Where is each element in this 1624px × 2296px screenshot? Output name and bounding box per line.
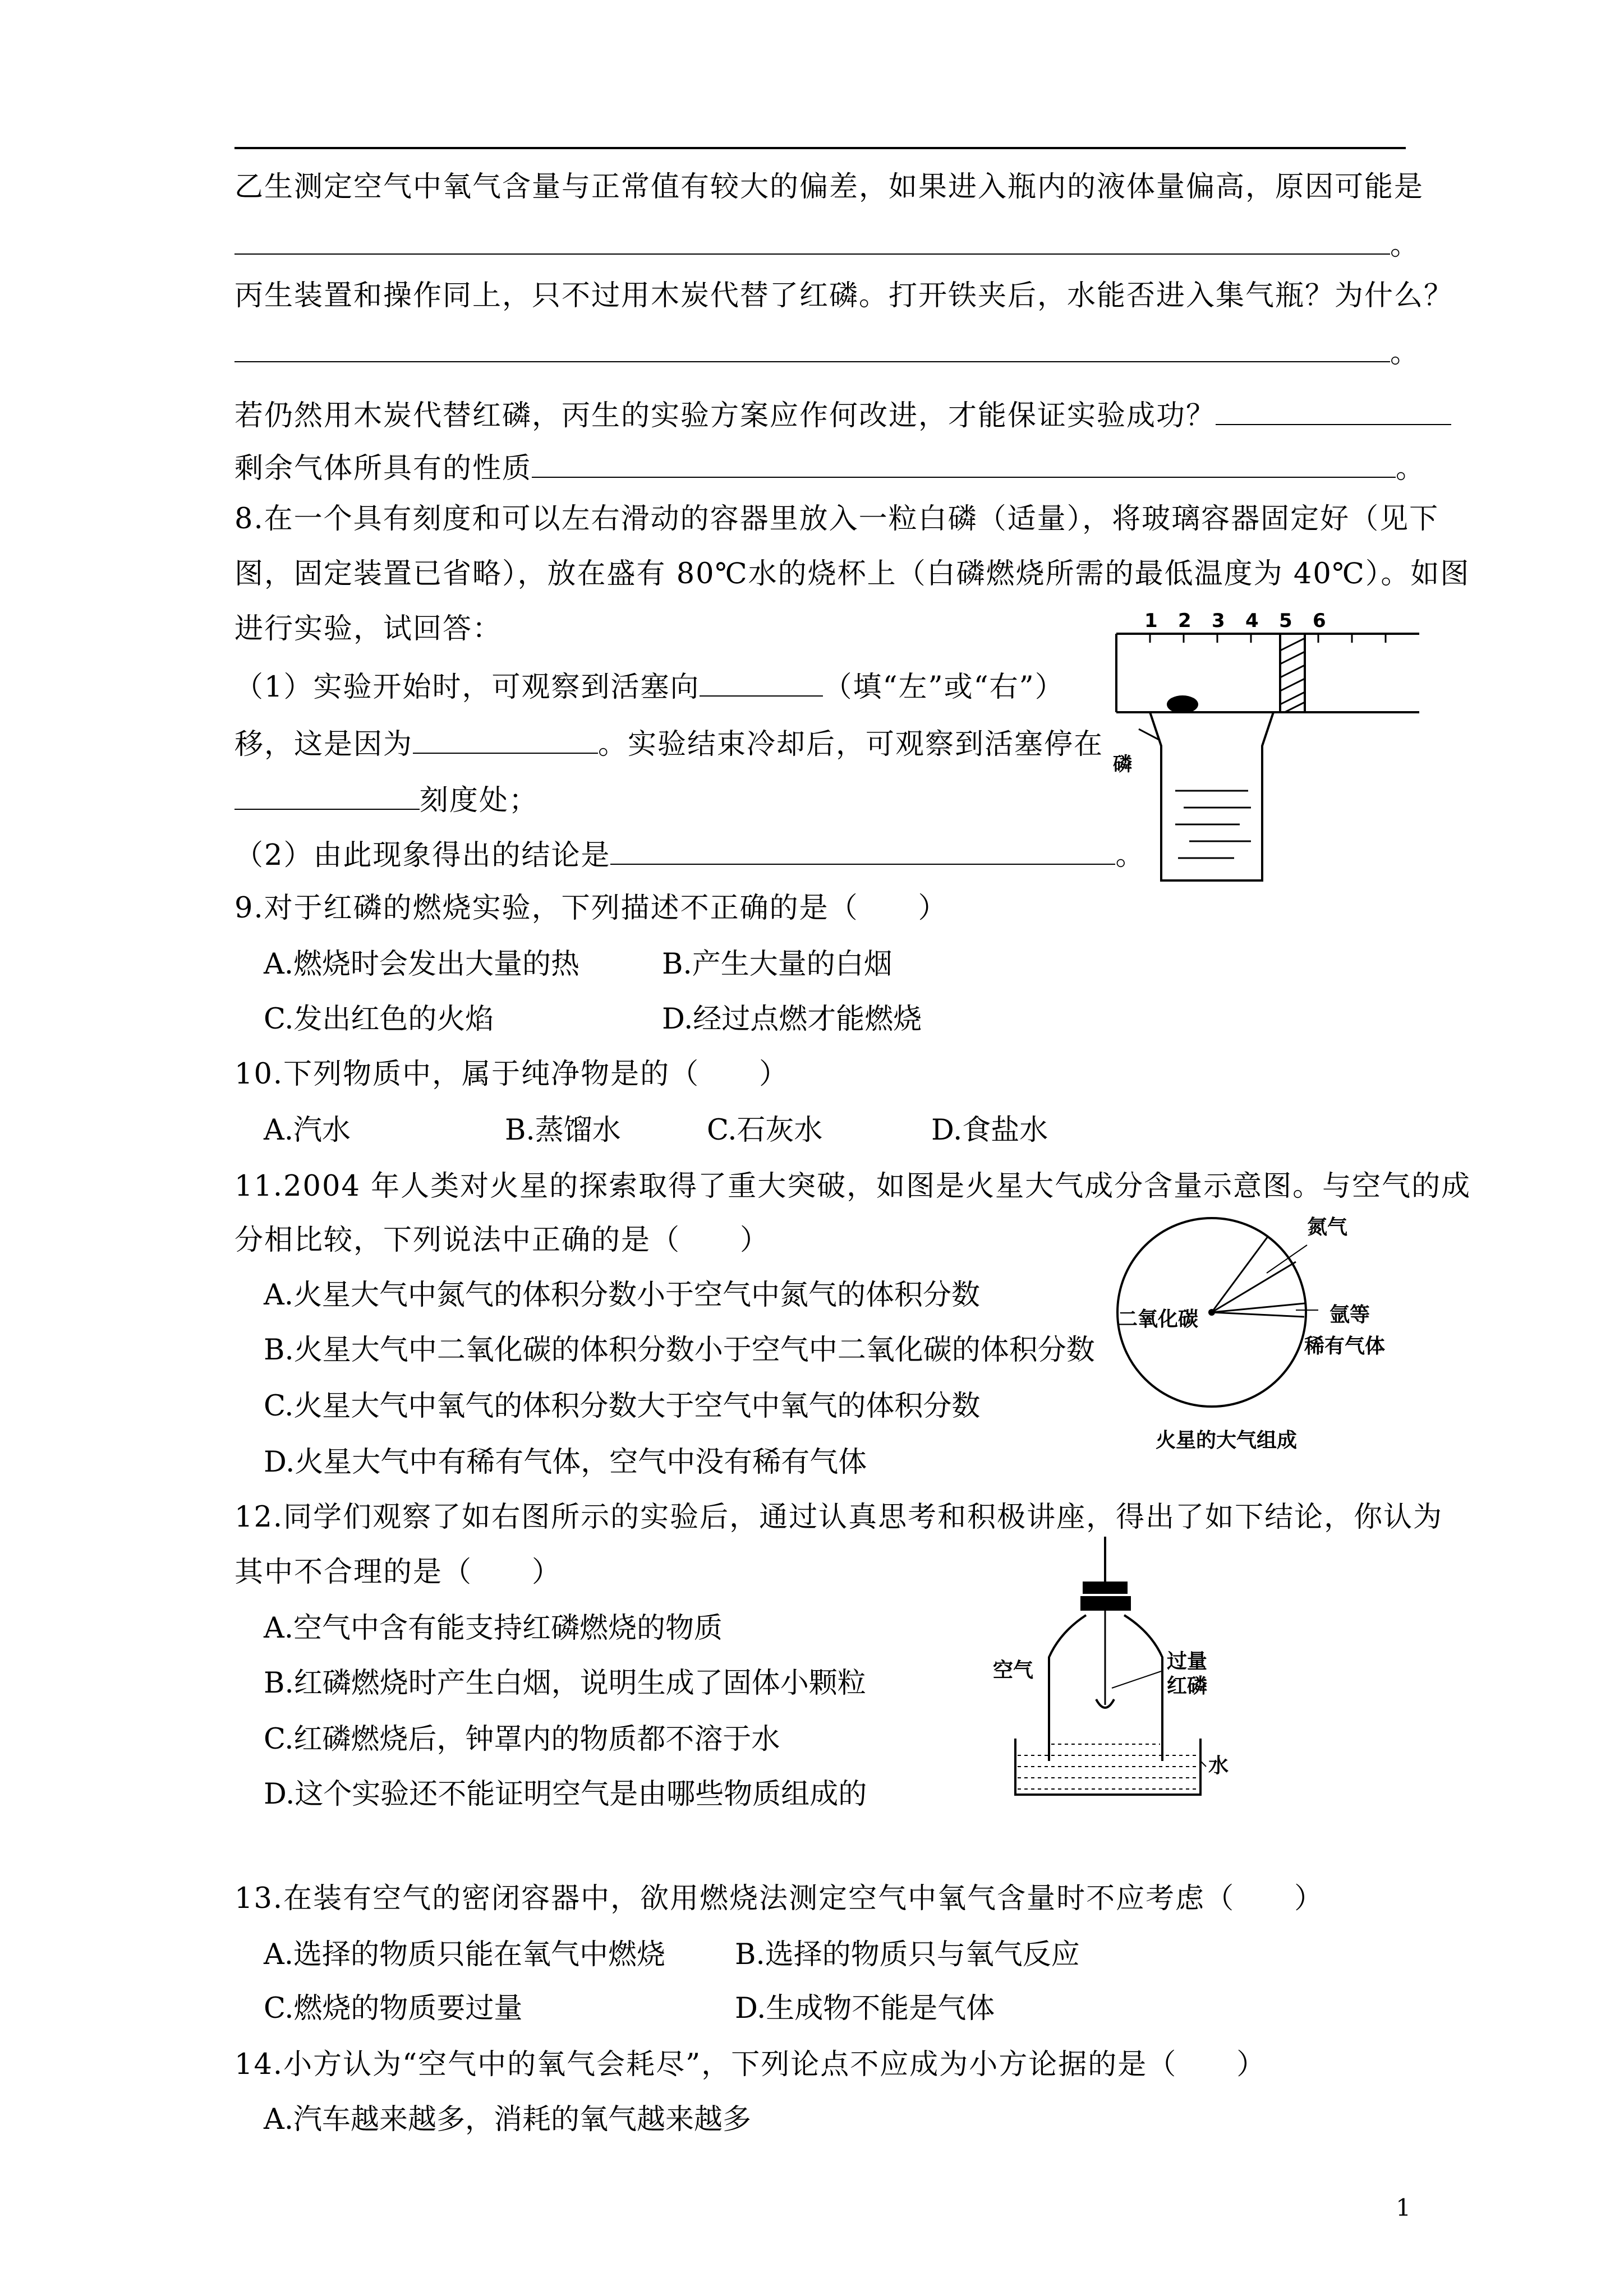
q10-stem: 10.下列物质中，属于纯净物是的（ ） [234, 1058, 789, 1091]
q7-answer-line-1: 。 [234, 229, 1420, 260]
q10-option-c[interactable]: C.石灰水 [707, 1114, 823, 1147]
answer-blank[interactable] [700, 671, 823, 697]
q12-option-b[interactable]: B.红磷燃烧时产生白烟，说明生成了固体小颗粒 [264, 1667, 866, 1700]
scale-label: 4 [1245, 610, 1259, 632]
answer-blank[interactable] [610, 839, 1115, 865]
pie-caption: 火星的大气组成 [1156, 1429, 1298, 1452]
q8-part1-line-b: 移，这是因为 。实验结束冷却后，可观察到活塞停在 [234, 728, 1104, 761]
q7-line-remain: 剩余气体所具有的性质 。 [234, 452, 1426, 485]
q10-option-b[interactable]: B.蒸馏水 [505, 1114, 621, 1147]
red-phosphorus-label: 红磷 [1167, 1675, 1208, 1698]
answer-blank[interactable] [234, 336, 1390, 362]
q11-mars-pie-figure [1116, 1211, 1408, 1466]
q10-option-d[interactable]: D.食盐水 [931, 1114, 1048, 1147]
answer-blank[interactable] [1216, 399, 1451, 425]
q8-stem-2: 图，固定装置已省略），放在盛有 80℃水的烧杯上（白磷燃烧所需的最低温度为 40℃）。如图 [234, 557, 1470, 591]
q9-option-a[interactable]: A.燃烧时会发出大量的热 [264, 948, 580, 981]
q8-stem-3: 进行实验，试回答： [234, 612, 503, 646]
scale-label: 6 [1313, 610, 1326, 632]
q12-option-c[interactable]: C.红磷燃烧后，钟罩内的物质都不溶于水 [264, 1723, 780, 1756]
q8-part1-line-a: （1）实验开始时，可观察到活塞向 （填“左”或“右”） [234, 671, 1065, 704]
scale-label: 5 [1279, 610, 1292, 632]
q8-part1-line-c: 刻度处； [234, 784, 539, 815]
q7-line-yi: 乙生测定空气中氧气含量与正常值有较大的偏差，如果进入瓶内的液体量偏高，原因可能是 [234, 170, 1424, 204]
q8-apparatus-figure [1099, 606, 1430, 888]
q14-option-a[interactable]: A.汽车越来越多，消耗的氧气越来越多 [264, 2103, 752, 2136]
q13-option-d[interactable]: D.生成物不能是气体 [735, 1992, 995, 2025]
q10-option-a[interactable]: A.汽水 [264, 1114, 351, 1147]
q7-answer-line-2: 。 [234, 336, 1420, 367]
q11-stem-2: 分相比较，下列说法中正确的是（ ） [234, 1224, 770, 1257]
water-label: 水 [1208, 1754, 1229, 1777]
scale-label: 1 [1144, 610, 1158, 632]
argon-label: 氩等 [1329, 1303, 1370, 1326]
answer-blank[interactable] [234, 229, 1390, 255]
q11-option-a[interactable]: A.火星大气中氮气的体积分数小于空气中氮气的体积分数 [264, 1279, 981, 1312]
page-number: 1 [1396, 2194, 1411, 2221]
phosphorus-label: 磷 [1113, 753, 1132, 776]
q9-option-b[interactable]: B.产生大量的白烟 [662, 948, 892, 981]
q9-option-d[interactable]: D.经过点燃才能燃烧 [662, 1003, 922, 1036]
excess-label: 过量 [1167, 1650, 1208, 1673]
q13-stem: 13.在装有空气的密闭容器中，欲用燃烧法测定空气中氧气含量时不应考虑（ ） [234, 1882, 1324, 1915]
answer-blank[interactable] [532, 452, 1396, 478]
q11-option-d[interactable]: D.火星大气中有稀有气体，空气中没有稀有气体 [264, 1446, 867, 1479]
q11-option-b[interactable]: B.火星大气中二氧化碳的体积分数小于空气中二氧化碳的体积分数 [264, 1334, 1095, 1367]
q13-option-a[interactable]: A.选择的物质只能在氧气中燃烧 [264, 1938, 666, 1971]
nitrogen-label: 氮气 [1307, 1216, 1348, 1239]
answer-blank[interactable] [413, 728, 598, 754]
q12-stem-1: 12.同学们观察了如右图所示的实验后，通过认真思考和积极讲座，得出了如下结论，你认为 [234, 1501, 1443, 1534]
q8-part2-line: （2）由此现象得出的结论是 。 [234, 839, 1145, 872]
q8-stem-1: 8.在一个具有刻度和可以左右滑动的容器里放入一粒白磷（适量），将玻璃容器固定好（见下 [234, 502, 1439, 536]
q11-stem-1: 11.2004 年人类对火星的探索取得了重大突破，如图是火星大气成分含量示意图。与空气的成 [234, 1170, 1471, 1203]
q9-stem: 9.对于红磷的燃烧实验，下列描述不正确的是（ ） [234, 892, 948, 925]
q13-option-b[interactable]: B.选择的物质只与氧气反应 [735, 1938, 1080, 1971]
q9-option-c[interactable]: C.发出红色的火焰 [264, 1003, 494, 1036]
header-rule [234, 147, 1406, 149]
q12-option-d[interactable]: D.这个实验还不能证明空气是由哪些物质组成的 [264, 1778, 867, 1811]
scale-label: 3 [1212, 610, 1225, 632]
q12-option-a[interactable]: A.空气中含有能支持红磷燃烧的物质 [264, 1612, 723, 1645]
q13-option-c[interactable]: C.燃烧的物质要过量 [264, 1992, 523, 2025]
q11-option-c[interactable]: C.火星大气中氧气的体积分数大于空气中氧气的体积分数 [264, 1390, 981, 1423]
q12-bell-jar-figure [993, 1537, 1273, 1797]
scale-label: 2 [1178, 610, 1191, 632]
q14-stem: 14.小方认为“空气中的氧气会耗尽”，下列论点不应成为小方论据的是（ ） [234, 2048, 1267, 2081]
air-label: 空气 [993, 1659, 1034, 1682]
co2-label: 二氧化碳 [1117, 1308, 1199, 1331]
piston [1280, 634, 1305, 712]
stopper [1083, 1582, 1128, 1594]
phosphorus-lump [1167, 695, 1198, 713]
q7-line-bing: 丙生装置和操作同上，只不过用木炭代替了红磷。打开铁夹后，水能否进入集气瓶？为什么？ [234, 279, 1454, 312]
noble-gas-label: 稀有气体 [1304, 1335, 1386, 1358]
answer-blank[interactable] [234, 784, 420, 810]
q7-line-improve: 若仍然用木炭代替红磷，丙生的实验方案应作何改进，才能保证实验成功？ [234, 399, 1451, 430]
q12-stem-2: 其中不合理的是（ ） [234, 1556, 562, 1589]
